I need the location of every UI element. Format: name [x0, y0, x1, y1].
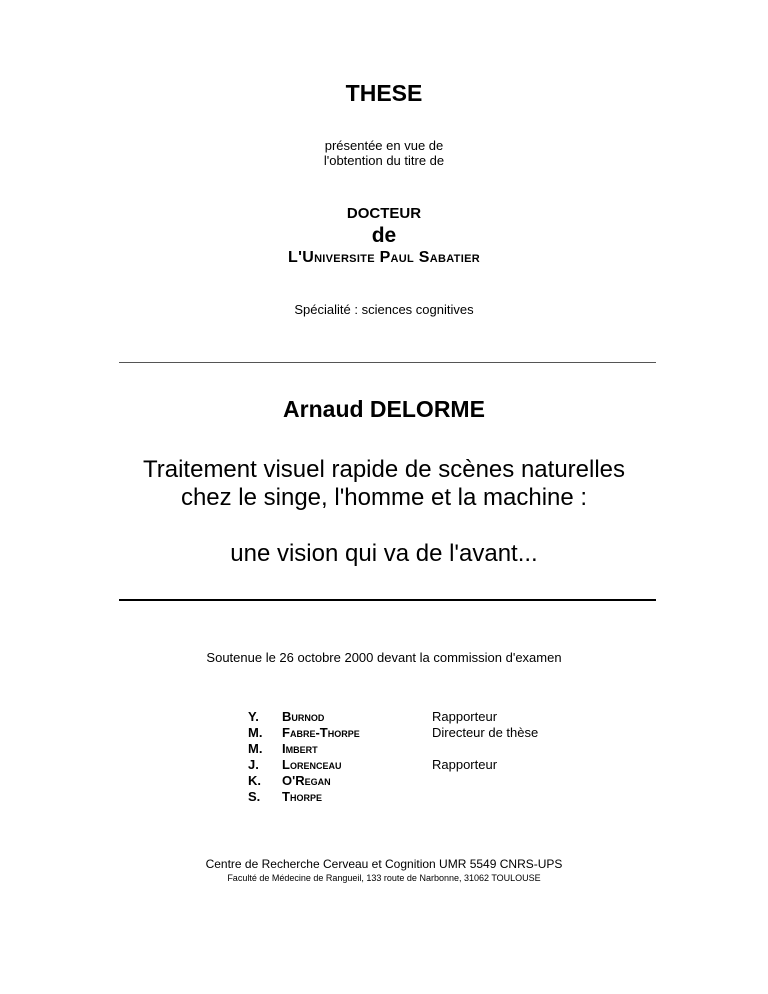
author-name: Arnaud DELORME	[283, 396, 485, 422]
jury-name: Burnod	[282, 709, 325, 724]
jury-name: Imbert	[282, 741, 318, 756]
jury-name: Fabre-Thorpe	[282, 725, 360, 740]
jury-initial: J.	[248, 757, 259, 772]
thesis-title	[0, 456, 768, 512]
document-type-heading: THESE	[345, 80, 423, 106]
jury-initial: M.	[248, 725, 263, 740]
jury-initial: S.	[248, 789, 261, 804]
thesis-title-line-2: chez le singe, l'homme et la machine :	[180, 484, 588, 511]
jury-role: Directeur de thèse	[432, 725, 539, 740]
laboratory-address: Faculté de Médecine de Rangueil, 133 route de Narbonne, 31062 TOULOUSE	[227, 873, 541, 883]
jury-name: Lorenceau	[282, 757, 342, 772]
bottom-divider	[119, 599, 656, 601]
laboratory-name: Centre de Recherche Cerveau et Cognition UMR 5549 CNRS-UPS	[205, 857, 563, 871]
university-name: L'Universite Paul Sabatier	[288, 249, 480, 266]
jury-initial: K.	[248, 773, 261, 788]
jury-name: Thorpe	[282, 789, 322, 804]
thesis-subtitle: une vision qui va de l'avant...	[230, 540, 538, 567]
jury-name: O'Regan	[282, 773, 331, 788]
jury-role: Rapporteur	[432, 709, 498, 724]
top-divider	[119, 362, 656, 363]
presentation-statement	[0, 138, 768, 168]
jury-initial: M.	[248, 741, 263, 756]
speciality-line: Spécialité : sciences cognitives	[294, 302, 474, 317]
jury-role: Rapporteur	[432, 757, 498, 772]
thesis-title-line-1: Traitement visuel rapide de scènes naturelles	[142, 456, 626, 483]
defense-statement: Soutenue le 26 octobre 2000 devant la commission d'examen	[206, 650, 562, 665]
degree-connector: de	[371, 224, 397, 247]
jury-initial: Y.	[248, 709, 259, 724]
degree-label: DOCTEUR	[346, 205, 422, 222]
presentation-line-2: l'obtention du titre de	[323, 153, 445, 168]
presentation-line-1: présentée en vue de	[324, 138, 444, 153]
